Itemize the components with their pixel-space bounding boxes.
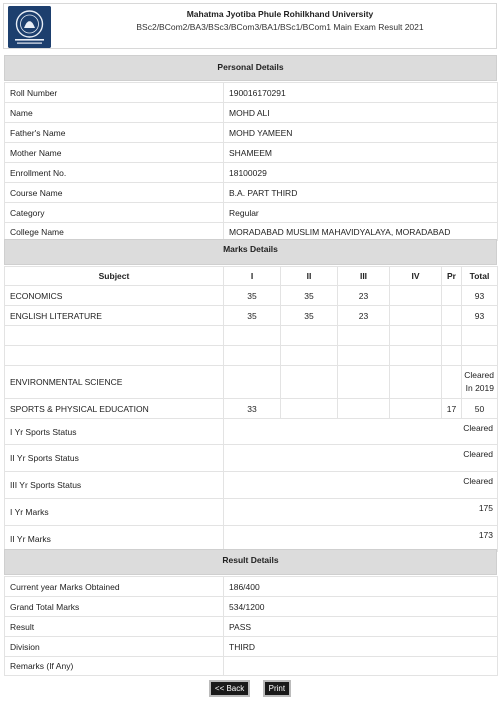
mark-cell xyxy=(281,366,338,399)
table-row xyxy=(5,597,498,617)
table-row xyxy=(5,445,498,472)
name-value: MOHD ALI xyxy=(224,103,498,123)
table-row xyxy=(5,123,498,143)
field-label: Result xyxy=(5,617,224,637)
field-label: Enrollment No. xyxy=(5,163,224,183)
field-label: Remarks (If Any) xyxy=(5,657,224,676)
subject-cell xyxy=(5,346,224,366)
mark-cell xyxy=(390,326,442,346)
roll-number-value: 190016170291 xyxy=(224,83,498,103)
field-label: Name xyxy=(5,103,224,123)
table-row xyxy=(5,346,498,366)
status-value: Cleared xyxy=(224,419,498,445)
year-marks-value: 173 xyxy=(224,526,498,552)
status-value: Cleared xyxy=(224,445,498,472)
mark-cell xyxy=(224,326,281,346)
table-row xyxy=(5,163,498,183)
total-cell xyxy=(462,346,498,366)
column-header: Total xyxy=(462,267,498,286)
field-label: Course Name xyxy=(5,183,224,203)
action-buttons xyxy=(0,680,500,697)
table-row xyxy=(5,306,498,326)
column-header: Subject xyxy=(5,267,224,286)
column-header: I xyxy=(224,267,281,286)
mark-cell xyxy=(338,366,390,399)
field-label: I Yr Sports Status xyxy=(5,419,224,445)
mark-cell xyxy=(442,326,462,346)
field-label: III Yr Sports Status xyxy=(5,472,224,499)
mark-cell xyxy=(281,399,338,419)
page-header xyxy=(3,3,497,49)
mark-cell: 35 xyxy=(281,306,338,326)
field-label: Mother Name xyxy=(5,143,224,163)
personal-details-heading: Personal Details xyxy=(4,55,497,81)
field-label: I Yr Marks xyxy=(5,499,224,526)
table-row xyxy=(5,326,498,346)
total-cell: 93 xyxy=(462,306,498,326)
mark-cell xyxy=(281,346,338,366)
mark-cell xyxy=(390,399,442,419)
mark-cell xyxy=(281,326,338,346)
subject-cell: ENVIRONMENTAL SCIENCE xyxy=(5,366,224,399)
table-row xyxy=(5,203,498,223)
table-row xyxy=(5,366,498,399)
table-row xyxy=(5,419,498,445)
mark-cell xyxy=(390,346,442,366)
exam-title: BSc2/BCom2/BA3/BSc3/BCom3/BA1/BSc1/BCom1 Main Exam Result 2021 xyxy=(136,22,424,32)
mark-cell xyxy=(338,399,390,419)
marks-table xyxy=(4,266,498,419)
division-value: THIRD xyxy=(224,637,498,657)
table-row xyxy=(5,103,498,123)
table-row xyxy=(5,399,498,419)
course-name-value: B.A. PART THIRD xyxy=(224,183,498,203)
father-name-value: MOHD YAMEEN xyxy=(224,123,498,143)
table-row xyxy=(5,657,498,676)
mark-cell: 35 xyxy=(224,306,281,326)
mark-cell xyxy=(442,306,462,326)
column-header: IV xyxy=(390,267,442,286)
field-label: II Yr Marks xyxy=(5,526,224,552)
mark-cell: 23 xyxy=(338,306,390,326)
total-cell: Cleared In 2019 xyxy=(462,366,498,399)
mark-cell xyxy=(442,346,462,366)
subject-cell xyxy=(5,326,224,346)
result-details-table xyxy=(4,576,498,676)
column-header: III xyxy=(338,267,390,286)
mark-cell xyxy=(224,366,281,399)
grand-total-value: 534/1200 xyxy=(224,597,498,617)
college-name-value: MORADABAD MUSLIM MAHAVIDYALAYA, MORADABAD xyxy=(224,223,498,241)
mark-cell xyxy=(390,286,442,306)
university-name: Mahatma Jyotiba Phule Rohilkhand University xyxy=(186,9,374,19)
university-emblem-icon xyxy=(8,6,51,48)
mark-cell xyxy=(390,306,442,326)
table-row xyxy=(5,286,498,306)
result-details-heading: Result Details xyxy=(4,549,497,575)
field-label: Current year Marks Obtained xyxy=(5,577,224,597)
marks-details-heading: Marks Details xyxy=(4,239,497,265)
back-button[interactable]: << Back xyxy=(209,680,250,697)
personal-details-table xyxy=(4,82,498,241)
column-header: Pr xyxy=(442,267,462,286)
field-label: Father's Name xyxy=(5,123,224,143)
table-row xyxy=(5,637,498,657)
field-label: Category xyxy=(5,203,224,223)
current-marks-value: 186/400 xyxy=(224,577,498,597)
marks-header-row xyxy=(5,267,498,286)
field-label: College Name xyxy=(5,223,224,241)
subject-cell: SPORTS & PHYSICAL EDUCATION xyxy=(5,399,224,419)
sports-status-table xyxy=(4,418,498,552)
subject-cell: ECONOMICS xyxy=(5,286,224,306)
mark-cell: 23 xyxy=(338,286,390,306)
table-row xyxy=(5,577,498,597)
table-row xyxy=(5,526,498,552)
table-row xyxy=(5,617,498,637)
enrollment-value: 18100029 xyxy=(224,163,498,183)
table-row xyxy=(5,83,498,103)
mother-name-value: SHAMEEM xyxy=(224,143,498,163)
field-label: II Yr Sports Status xyxy=(5,445,224,472)
mark-cell: 35 xyxy=(224,286,281,306)
remarks-value xyxy=(224,657,498,676)
year-marks-value: 175 xyxy=(224,499,498,526)
table-row xyxy=(5,499,498,526)
print-button[interactable]: Print xyxy=(263,680,291,697)
mark-cell: 35 xyxy=(281,286,338,306)
mark-cell: 17 xyxy=(442,399,462,419)
mark-cell xyxy=(442,366,462,399)
mark-cell xyxy=(338,346,390,366)
mark-cell xyxy=(390,366,442,399)
subject-cell: ENGLISH LITERATURE xyxy=(5,306,224,326)
category-value: Regular xyxy=(224,203,498,223)
mark-cell xyxy=(442,286,462,306)
mark-cell: 33 xyxy=(224,399,281,419)
result-value: PASS xyxy=(224,617,498,637)
table-row xyxy=(5,143,498,163)
total-cell: 93 xyxy=(462,286,498,306)
column-header: II xyxy=(281,267,338,286)
mark-cell xyxy=(224,346,281,366)
field-label: Roll Number xyxy=(5,83,224,103)
table-row xyxy=(5,223,498,241)
field-label: Division xyxy=(5,637,224,657)
status-value: Cleared xyxy=(224,472,498,499)
table-row xyxy=(5,472,498,499)
table-row xyxy=(5,183,498,203)
total-cell xyxy=(462,326,498,346)
mark-cell xyxy=(338,326,390,346)
total-cell: 50 xyxy=(462,399,498,419)
field-label: Grand Total Marks xyxy=(5,597,224,617)
